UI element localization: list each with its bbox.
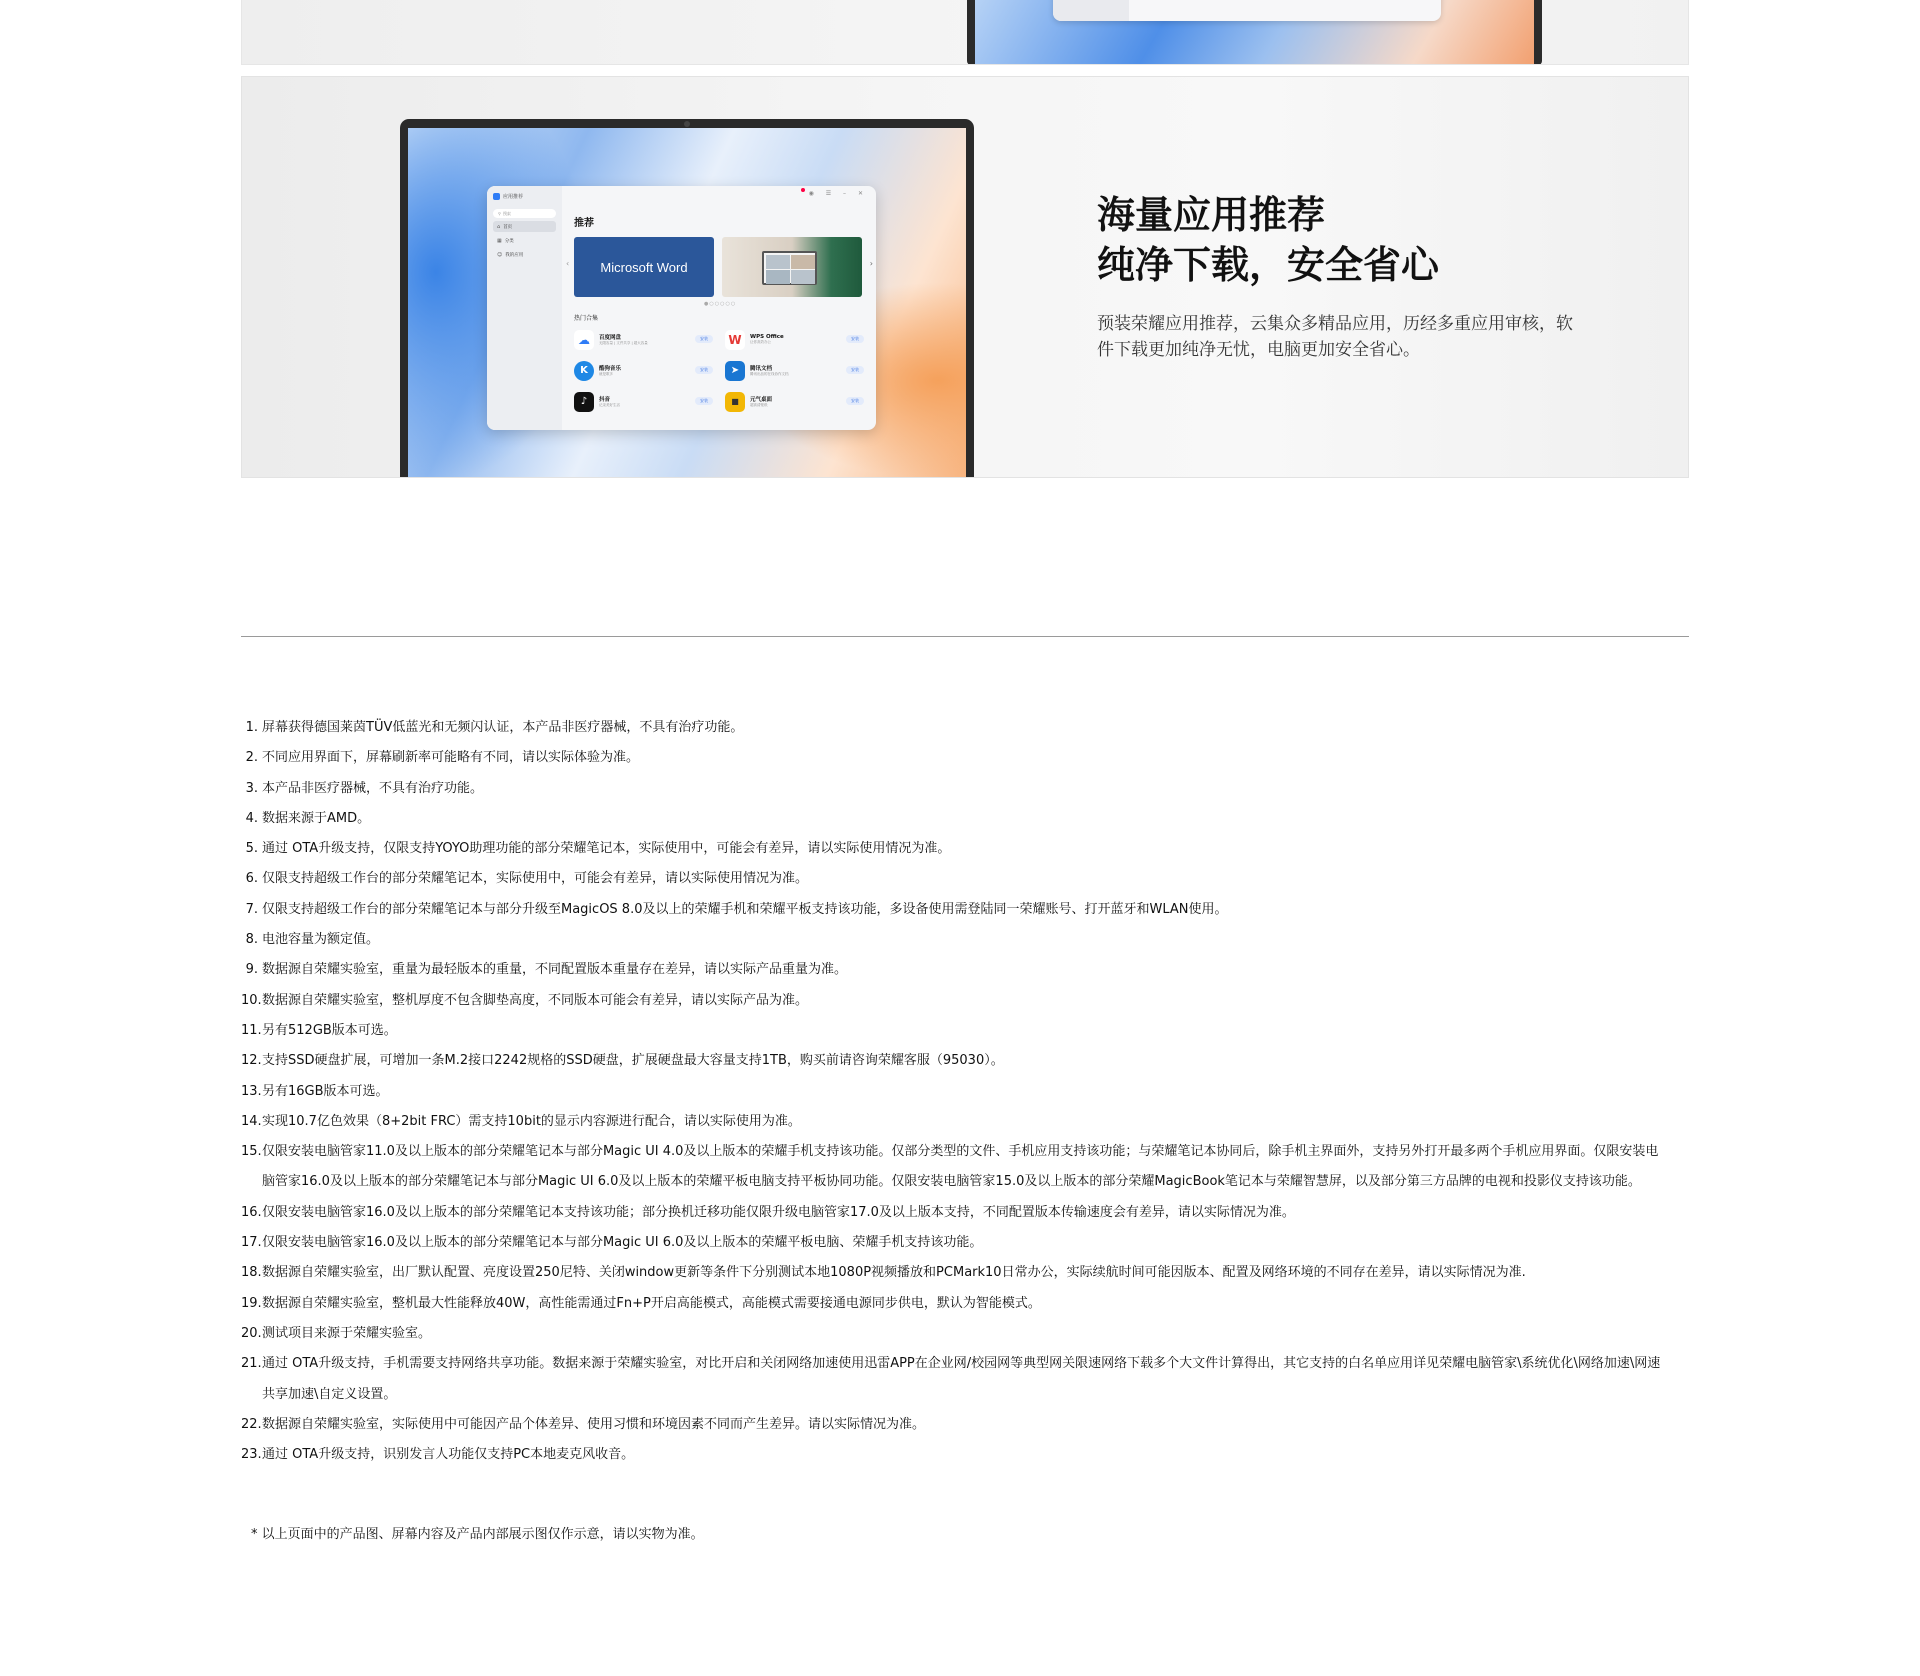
footnote-item: 22. 数据源自荣耀实验室，实际使用中可能因产品个体差异、使用习惯和环境因素不同而产生差异。请以实际情况为准。 — [241, 1416, 926, 1432]
nav-item-my-apps[interactable]: ☺ 我的应用 — [497, 251, 524, 258]
banner-video-meeting[interactable] — [722, 237, 862, 297]
footnote-item: 6. 仅限支持超级工作台的部分荣耀笔记本，实际使用中，可能会有差异，请以实际使用情况为准。 — [245, 871, 809, 887]
window-controls[interactable]: ◉ ☰ – ✕ — [805, 190, 868, 197]
footnote-item: 16. 仅限安装电脑管家16.0及以上版本的部分荣耀笔记本支持该功能；部分换机迁移功能仅限升级电脑管家17.0及以上版本支持，不同配置版本传输速度会有差异，请以实际情况为准。 — [241, 1204, 1295, 1220]
camera-icon — [684, 121, 690, 127]
footnote-item: 9. 数据源自荣耀实验室，重量为最轻版本的重量，不同配置版本重量存在差异，请以实际产品重量为准。 — [245, 962, 848, 978]
user-icon: ☺ — [497, 251, 503, 258]
install-button[interactable]: 安装 — [695, 397, 713, 405]
laptop-screen — [408, 128, 966, 478]
desktop-icon: ■ — [725, 392, 745, 412]
section-divider — [241, 636, 1689, 637]
install-button[interactable]: 安装 — [846, 335, 864, 343]
app-store-title: 应用推荐 — [493, 191, 556, 201]
app-item-baidu-netdisk[interactable]: ☁ 百度网盘 无限容量 | 文件共享 | 超大容量 安装 — [574, 327, 713, 352]
install-button[interactable]: 安装 — [695, 335, 713, 343]
chevron-right-icon[interactable]: › — [869, 259, 873, 268]
banner-microsoft-word[interactable]: Microsoft Word — [574, 237, 714, 297]
disclaimer-text: * 以上页面中的产品图、屏幕内容及产品内部展示图仅作示意，请以实物为准。 — [251, 1527, 704, 1542]
laptop-image — [400, 119, 974, 478]
footnote-item: 11. 另有512GB版本可选。 — [241, 1022, 397, 1038]
install-button[interactable]: 安装 — [846, 366, 864, 374]
footnote-item: 15. 仅限安装电脑管家11.0及以上版本的部分荣耀笔记本与部分Magic UI 4.0及以上版本的荣耀手机支持该功能。仅部分类型的文件、手机应用支持该功能；与荣耀笔记本协同后，除手机主界面外，支持另外打开最多两个手机应用界面。仅限安装电脑管家16.0及以上版本的部分荣耀笔记本与部分Magic UI 6.0及以上版本的荣耀平板电脑支持平板协同功能。仅限安装电脑管家15.0及以上版本的部分荣耀MagicBook笔记本与荣耀智慧屏，以及部分第三方品牌的电视和投影仪支持该功能。 — [241, 1144, 1659, 1190]
app-store-main — [562, 186, 876, 430]
laptop-image-top — [967, 0, 1542, 65]
tiktok-icon: ♪ — [574, 392, 594, 412]
app-search-input[interactable]: ⚲ 搜索 — [493, 209, 556, 218]
dialog-preview — [1053, 0, 1441, 21]
chevron-left-icon[interactable]: ‹ — [566, 259, 570, 268]
footnote-item: 12. 支持SSD硬盘扩展，可增加一条M.2接口2242规格的SSD硬盘，扩展硬盘最大容量支持1TB，购买前请咨询荣耀客服（95030）。 — [241, 1053, 1004, 1069]
footnote-item: 14. 实现10.7亿色效果（8+2bit FRC）需支持10bit的显示内容源进行配合，请以实际使用为准。 — [241, 1113, 801, 1129]
footnote-list — [241, 713, 1671, 1470]
footnote-item: 2. 不同应用界面下，屏幕刷新率可能略有不同，请以实际体验为准。 — [245, 750, 640, 766]
footnote-item: 17. 仅限安装电脑管家16.0及以上版本的部分荣耀笔记本与部分Magic UI 6.0及以上版本的荣耀平板电脑、荣耀手机支持该功能。 — [241, 1235, 983, 1251]
footnote-item: 5. 通过 OTA升级支持，仅限支持YOYO助理功能的部分荣耀笔记本，实际使用中，可能会有差异，请以实际使用情况为准。 — [245, 841, 951, 857]
footnote-item: 21. 通过 OTA升级支持，手机需要支持网络共享功能。数据来源于荣耀实验室，对比开启和关闭网络加速使用迅雷APP在企业网/校园网等典型网关限速网络下载多个大文件计算得出，其它支持的白名单应用详见荣耀电脑管家\系统优化\网络加速\网速共享加速\自定义设置。 — [241, 1356, 1661, 1402]
doc-icon: ➤ — [725, 361, 745, 381]
app-item-yuanqi-desktop[interactable]: ■ 元气桌面 超高清壁纸 安装 — [725, 389, 864, 414]
footnote-item: 18. 数据源自荣耀实验室，出厂默认配置、亮度设置250尼特、关闭window更新等条件下分别测试本地1080P视频播放和PCMark10日常办公，实际续航时间可能因版本、配置及网络环境的不同存在差异，请以实际情况为准. — [241, 1265, 1526, 1281]
home-icon: ⌂ — [497, 223, 501, 230]
install-button[interactable]: 安装 — [695, 366, 713, 374]
app-item-kugou-music[interactable]: K 酷狗音乐 就是歌多 安装 — [574, 358, 713, 383]
footnote-item: 7. 仅限支持超级工作台的部分荣耀笔记本与部分升级至MagicOS 8.0及以上的荣耀手机和荣耀平板支持该功能，多设备使用需登陆同一荣耀账号、打开蓝牙和WLAN使用。 — [245, 901, 1228, 917]
footnote-item: 23. 通过 OTA升级支持，识别发言人功能仅支持PC本地麦克风收音。 — [241, 1447, 635, 1463]
nav-item-category[interactable]: ▦ 分类 — [497, 237, 514, 244]
app-store-logo-icon — [493, 193, 500, 200]
app-recommend-feature-card — [241, 76, 1689, 478]
meeting-illustration — [762, 251, 817, 285]
wps-icon: W — [725, 330, 745, 350]
footnote-item: 8. 电池容量为额定值。 — [245, 932, 380, 948]
app-list — [574, 327, 864, 414]
footnote-item: 10. 数据源自荣耀实验室，整机厚度不包含脚垫高度，不同版本可能会有差异，请以实际产品为准。 — [241, 992, 809, 1008]
music-icon: K — [574, 361, 594, 381]
app-item-tencent-docs[interactable]: ➤ 腾讯文档 腾讯出品的在线协作文档 安装 — [725, 358, 864, 383]
app-item-douyin[interactable]: ♪ 抖音 记录美好生活 安装 — [574, 389, 713, 414]
app-store-window — [487, 186, 876, 430]
footnote-item: 20. 测试项目来源于荣耀实验室。 — [241, 1325, 432, 1341]
footnote-item: 3. 本产品非医疗器械，不具有治疗功能。 — [245, 780, 484, 796]
notification-dot — [801, 188, 805, 192]
nav-item-home[interactable]: ⌂ 首页 — [493, 221, 556, 232]
footnote-item: 19. 数据源自荣耀实验室，整机最大性能释放40W，高性能需通过Fn+P开启高能模式，高能模式需要接通电源同步供电，默认为智能模式。 — [241, 1295, 1041, 1311]
install-button[interactable]: 安装 — [846, 397, 864, 405]
previous-feature-card — [241, 0, 1689, 65]
recommend-heading: 推荐 — [574, 218, 594, 229]
carousel-dots[interactable]: ●○○○○○ — [704, 301, 737, 307]
search-icon: ⚲ — [498, 211, 501, 216]
hot-collection-label: 热门合集 — [574, 315, 599, 322]
footnote-item: 13. 另有16GB版本可选。 — [241, 1083, 389, 1099]
cloud-icon: ☁ — [574, 330, 594, 350]
footnote-item: 1. 屏幕获得德国莱茵TÜV低蓝光和无频闪认证，本产品非医疗器械，不具有治疗功能。 — [245, 720, 744, 735]
app-store-sidebar — [487, 186, 562, 430]
app-item-wps-office[interactable]: W WPS Office 让你高效办公 安装 — [725, 327, 864, 352]
footnote-item: 4. 数据来源于AMD。 — [245, 810, 371, 826]
feature-description: 预装荣耀应用推荐，云集众多精品应用，历经多重应用审核，软件下载更加纯净无忧，电脑更加安全省心。 — [1097, 314, 1573, 360]
feature-title: 海量应用推荐 纯净下载，安全省心 — [1097, 193, 1440, 287]
grid-icon: ▦ — [497, 237, 502, 244]
